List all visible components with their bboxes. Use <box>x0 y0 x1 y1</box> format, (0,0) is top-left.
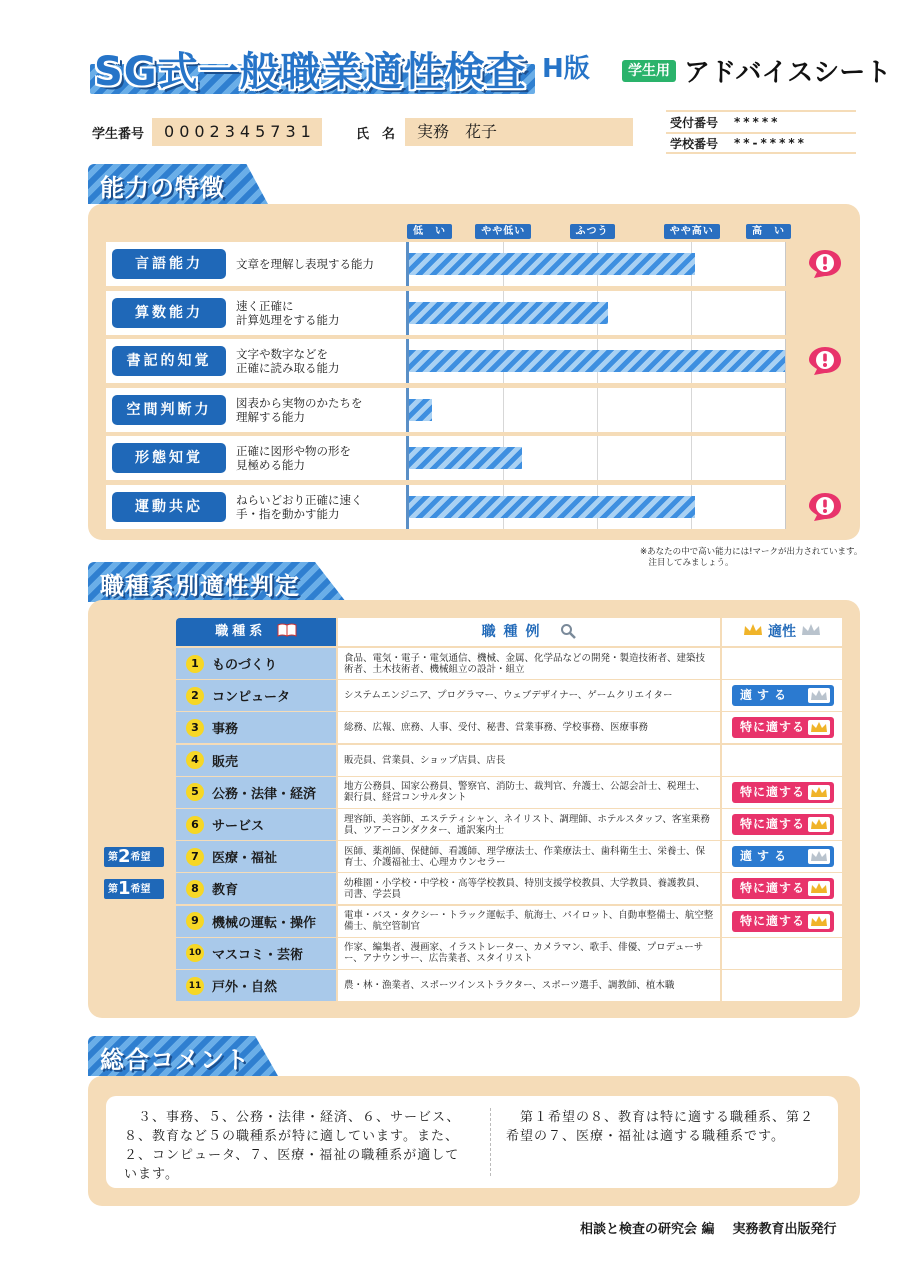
job-number-badge: 4 <box>186 751 204 769</box>
table-row <box>176 841 842 872</box>
job-examples-cell <box>338 873 720 904</box>
job-category-cell <box>176 648 336 679</box>
jobs-section-title: 職種系別適性判定 <box>100 572 300 600</box>
job-aptitude-cell <box>722 712 842 743</box>
job-aptitude-cell <box>722 873 842 904</box>
job-category-cell <box>176 777 336 808</box>
job-examples-text: 農・林・漁業者、スポーツインストラクター、スポーツ選手、調教師、植木職 <box>344 980 675 991</box>
job-aptitude-cell <box>722 906 842 937</box>
table-row <box>176 777 842 808</box>
wish-2-prefix: 第 <box>108 852 118 863</box>
crown-gold-icon <box>808 720 830 742</box>
job-examples-cell <box>338 809 720 840</box>
comment-left: ３、事務、５、公務・法律・経済、６、サービス、８、教育など５の職種系が特に適しています。また、２、コンピュータ、７、医療・福祉の職種系が適しています。 <box>124 1110 461 1182</box>
test-title-block <box>90 40 535 94</box>
ability-bar <box>409 496 695 518</box>
job-number-badge: 5 <box>186 783 204 801</box>
ability-gridline <box>691 388 692 432</box>
ability-gridline <box>691 291 692 335</box>
job-examples-text: 食品、電気・電子・電気通信、機械、金属、化学品などの開発・製造技術者、建築技術者、土木技術者、機械組立の設計・組立 <box>344 652 706 675</box>
ability-row <box>106 291 786 335</box>
ability-bar <box>409 447 522 469</box>
table-row <box>176 745 842 776</box>
student-name-value: 実務 花子 <box>405 118 633 146</box>
student-badge: 学生用 <box>622 60 676 82</box>
job-number-badge: 8 <box>186 880 204 898</box>
job-number-badge: 6 <box>186 816 204 834</box>
receipt-label: 受付番号 <box>670 115 719 130</box>
scale-label-3: やや高い <box>664 224 720 239</box>
table-row <box>176 970 842 1001</box>
crown-silver-icon <box>801 623 821 637</box>
job-examples-text: 電車・バス・タクシー・トラック運転手、航海士、パイロット、自動車整備士、航空整備士、航空管制官 <box>344 910 714 933</box>
highlight-mark-icon <box>808 346 842 376</box>
student-id-value: 0002345731 <box>152 118 322 146</box>
ability-row <box>106 485 786 529</box>
table-row <box>176 809 842 840</box>
ability-bar <box>409 253 695 275</box>
ability-bar <box>409 399 432 421</box>
scale-label-2: ふつう <box>570 224 615 239</box>
ability-name: 空間判断力 <box>112 395 226 425</box>
student-id-label: 学生番号 <box>92 126 145 142</box>
job-category-cell <box>176 873 336 904</box>
ability-track <box>406 291 786 335</box>
job-category-name: コンピュータ <box>212 690 291 706</box>
job-aptitude-cell <box>722 745 842 776</box>
footer-editor: 相談と検査の研究会 編 <box>580 1222 715 1237</box>
wish-1-num: 1 <box>118 878 131 899</box>
job-examples-cell <box>338 745 720 776</box>
job-category-cell <box>176 906 336 937</box>
ability-description: 図表から実物のかたちを 理解する能力 <box>236 395 363 424</box>
aptitude-text: 特に適する <box>740 881 806 896</box>
table-row <box>176 873 842 904</box>
job-examples-cell <box>338 938 720 969</box>
comment-section-title: 総合コメント <box>100 1046 250 1074</box>
job-category-name: 公務・法律・経済 <box>212 786 317 802</box>
ability-name: 算数能力 <box>112 298 226 328</box>
crown-silver-icon <box>808 849 830 871</box>
job-aptitude-cell <box>722 938 842 969</box>
ability-description: 正確に図形や物の形を 見極める能力 <box>236 444 351 472</box>
job-aptitude-cell <box>722 648 842 679</box>
crown-gold-icon <box>808 817 830 839</box>
footer <box>580 1218 837 1237</box>
job-category-cell <box>176 809 336 840</box>
job-examples-cell <box>338 906 720 937</box>
ability-name: 形態知覚 <box>112 443 226 473</box>
ability-track <box>406 388 786 432</box>
aptitude-text: 特に適する <box>740 784 806 799</box>
school-row <box>666 132 856 154</box>
job-examples-text: 総務、広報、庶務、人事、受付、秘書、営業事務、学校事務、医療事務 <box>344 722 649 734</box>
ability-gridline <box>691 436 692 480</box>
job-category-name: 医療・福祉 <box>212 851 278 867</box>
aptitude-text: 特に適する <box>740 720 806 735</box>
job-category-name: マスコミ・芸術 <box>212 947 304 963</box>
receipt-row <box>666 110 856 132</box>
wish-1-prefix: 第 <box>108 884 118 895</box>
table-row <box>176 938 842 969</box>
ability-track <box>406 485 786 529</box>
job-category-name: 教育 <box>212 883 239 899</box>
comment-right: 第１希望の８、教育は特に適する職種系、第２希望の７、医療・福祉は適する職種系です。 <box>506 1110 815 1144</box>
ability-track <box>406 436 786 480</box>
job-number-badge: 1 <box>186 655 204 673</box>
job-category-cell <box>176 680 336 711</box>
aptitude-best-badge <box>732 878 834 899</box>
highlight-mark-icon <box>808 249 842 279</box>
job-aptitude-cell <box>722 777 842 808</box>
job-category-name: 事務 <box>212 722 239 738</box>
job-number-badge: 3 <box>186 719 204 737</box>
ability-bar <box>409 350 785 372</box>
scale-label-0: 低 い <box>407 224 452 239</box>
job-category-cell <box>176 970 336 1001</box>
job-number-badge: 7 <box>186 848 204 866</box>
job-category-name: ものづくり <box>212 658 278 673</box>
crown-gold-icon <box>808 914 830 936</box>
job-examples-text: 地方公務員、国家公務員、警察官、消防士、裁判官、弁護士、公認会計士、税理士、銀行員、経営コンサルタント <box>344 781 706 804</box>
magnifier-icon <box>560 623 576 639</box>
school-value: **-***** <box>734 136 807 150</box>
table-row <box>176 906 842 937</box>
crown-gold-icon <box>743 623 763 637</box>
job-number-badge: 2 <box>186 687 204 705</box>
ability-track <box>406 339 786 383</box>
table-row <box>176 648 842 679</box>
job-examples-text: 幼稚園・小学校・中学校・高等学校教員、特別支援学校教員、大学教員、養護教員、司書、学芸員 <box>344 877 706 900</box>
ability-track <box>406 242 786 286</box>
wish-2-suffix: 希望 <box>130 852 151 863</box>
table-row <box>176 680 842 711</box>
comment-box <box>106 1096 838 1188</box>
comment-divider <box>490 1108 491 1176</box>
job-examples-cell <box>338 777 720 808</box>
scale-label-1: やや低い <box>475 224 531 239</box>
table-row <box>176 712 842 743</box>
job-aptitude-cell <box>722 680 842 711</box>
col-aptitude-label: 適性 <box>768 624 796 640</box>
footer-publisher: 実務教育出版発行 <box>732 1222 837 1237</box>
ability-note: ※あなたの中で高い能力には!マークが出力されています。 注目してみましょう。 <box>640 547 863 568</box>
job-aptitude-cell <box>722 841 842 872</box>
crown-gold-icon <box>808 881 830 903</box>
reception-box <box>666 110 856 154</box>
job-aptitude-cell <box>722 809 842 840</box>
ability-row <box>106 388 786 432</box>
crown-silver-icon <box>808 688 830 710</box>
aptitude-best-badge <box>732 814 834 835</box>
job-examples-cell <box>338 712 720 743</box>
edition-label: H版 <box>542 54 590 84</box>
crown-gold-icon <box>808 785 830 807</box>
highlight-mark-icon <box>808 492 842 522</box>
job-examples-text: 販売員、営業員、ショップ店員、店長 <box>344 754 506 766</box>
wish-2-label <box>104 847 164 867</box>
abilities-panel <box>88 204 860 540</box>
job-category-name: 販売 <box>212 754 239 770</box>
test-title: SG式一般職業適性検査 <box>94 49 527 95</box>
ability-description: 文章を理解し表現する能力 <box>236 257 374 271</box>
book-icon <box>277 623 297 637</box>
ability-gridline <box>597 388 598 432</box>
student-id-row <box>92 118 322 146</box>
aptitude-text: 特に適する <box>740 913 806 928</box>
ability-row <box>106 436 786 480</box>
ability-row <box>106 339 786 383</box>
job-category-cell <box>176 745 336 776</box>
school-label: 学校番号 <box>670 136 719 151</box>
comment-panel <box>88 1076 860 1206</box>
aptitude-best-badge <box>732 782 834 803</box>
aptitude-text: 適する <box>740 688 792 703</box>
job-examples-text: システムエンジニア、プログラマー、ウェブデザイナー、ゲームクリエイター <box>344 690 673 702</box>
aptitude-good-badge <box>732 846 834 867</box>
job-category-cell <box>176 938 336 969</box>
ability-row <box>106 242 786 286</box>
aptitude-text: 特に適する <box>740 817 806 831</box>
sheet-title: アドバイスシート <box>684 58 892 88</box>
ability-description: ねらいどおり正確に速く 手・指を動かす能力 <box>236 492 363 521</box>
ability-description: 速く正確に 計算処理をする能力 <box>236 298 340 327</box>
abilities-section-title: 能力の特徴 <box>100 174 225 202</box>
job-number-badge: 10 <box>186 944 204 962</box>
aptitude-best-badge <box>732 911 834 932</box>
ability-gridline <box>597 436 598 480</box>
ability-gridline <box>503 388 504 432</box>
job-category-cell <box>176 712 336 743</box>
job-examples-cell <box>338 648 720 679</box>
job-aptitude-cell <box>722 970 842 1001</box>
wish-2-num: 2 <box>118 846 131 867</box>
job-number-badge: 9 <box>186 912 204 930</box>
col-aptitude-header <box>722 618 842 646</box>
col-category-label: 職種系 <box>215 624 267 639</box>
ability-bar <box>409 302 608 324</box>
job-examples-text: 作家、編集者、漫画家、イラストレーター、カメラマン、歌手、俳優、プロデューサー、アナウンサー、広告業者、スタイリスト <box>344 942 704 965</box>
aptitude-best-badge <box>732 717 834 738</box>
ability-name: 運動共応 <box>112 492 226 522</box>
ability-description: 文字や数字などを 正確に読み取る能力 <box>236 347 340 375</box>
ability-name: 書記的知覚 <box>112 346 226 376</box>
receipt-value: ***** <box>734 115 781 129</box>
job-examples-text: 理容師、美容師、エステティシャン、ネイリスト、調理師、ホテルスタッフ、客室乗務員、ツアーコンダクター、通訳案内士 <box>344 813 710 836</box>
student-name-label: 氏 名 <box>356 126 396 142</box>
job-number-badge: 11 <box>186 977 204 995</box>
col-examples-label: 職種例 <box>481 624 548 640</box>
job-examples-cell <box>338 970 720 1001</box>
job-examples-cell <box>338 841 720 872</box>
col-examples-header <box>338 618 720 646</box>
job-category-name: 機械の運転・操作 <box>212 915 317 931</box>
col-category-header <box>176 618 336 646</box>
wish-1-label <box>104 879 164 899</box>
student-name-row <box>356 118 633 146</box>
ability-name: 言語能力 <box>112 249 226 279</box>
wish-1-suffix: 希望 <box>130 884 151 895</box>
aptitude-good-badge <box>732 685 834 706</box>
job-category-name: 戸外・自然 <box>212 980 278 995</box>
job-category-name: サービス <box>212 819 265 834</box>
job-category-cell <box>176 841 336 872</box>
aptitude-text: 適する <box>740 849 792 864</box>
job-examples-text: 医師、薬剤師、保健師、看護師、理学療法士、作業療法士、歯科衛生士、栄養士、保育士、介護福祉士、心理カウンセラー <box>344 845 706 868</box>
job-examples-cell <box>338 680 720 711</box>
job-table-header <box>176 618 842 646</box>
scale-label-4: 高 い <box>746 224 791 239</box>
